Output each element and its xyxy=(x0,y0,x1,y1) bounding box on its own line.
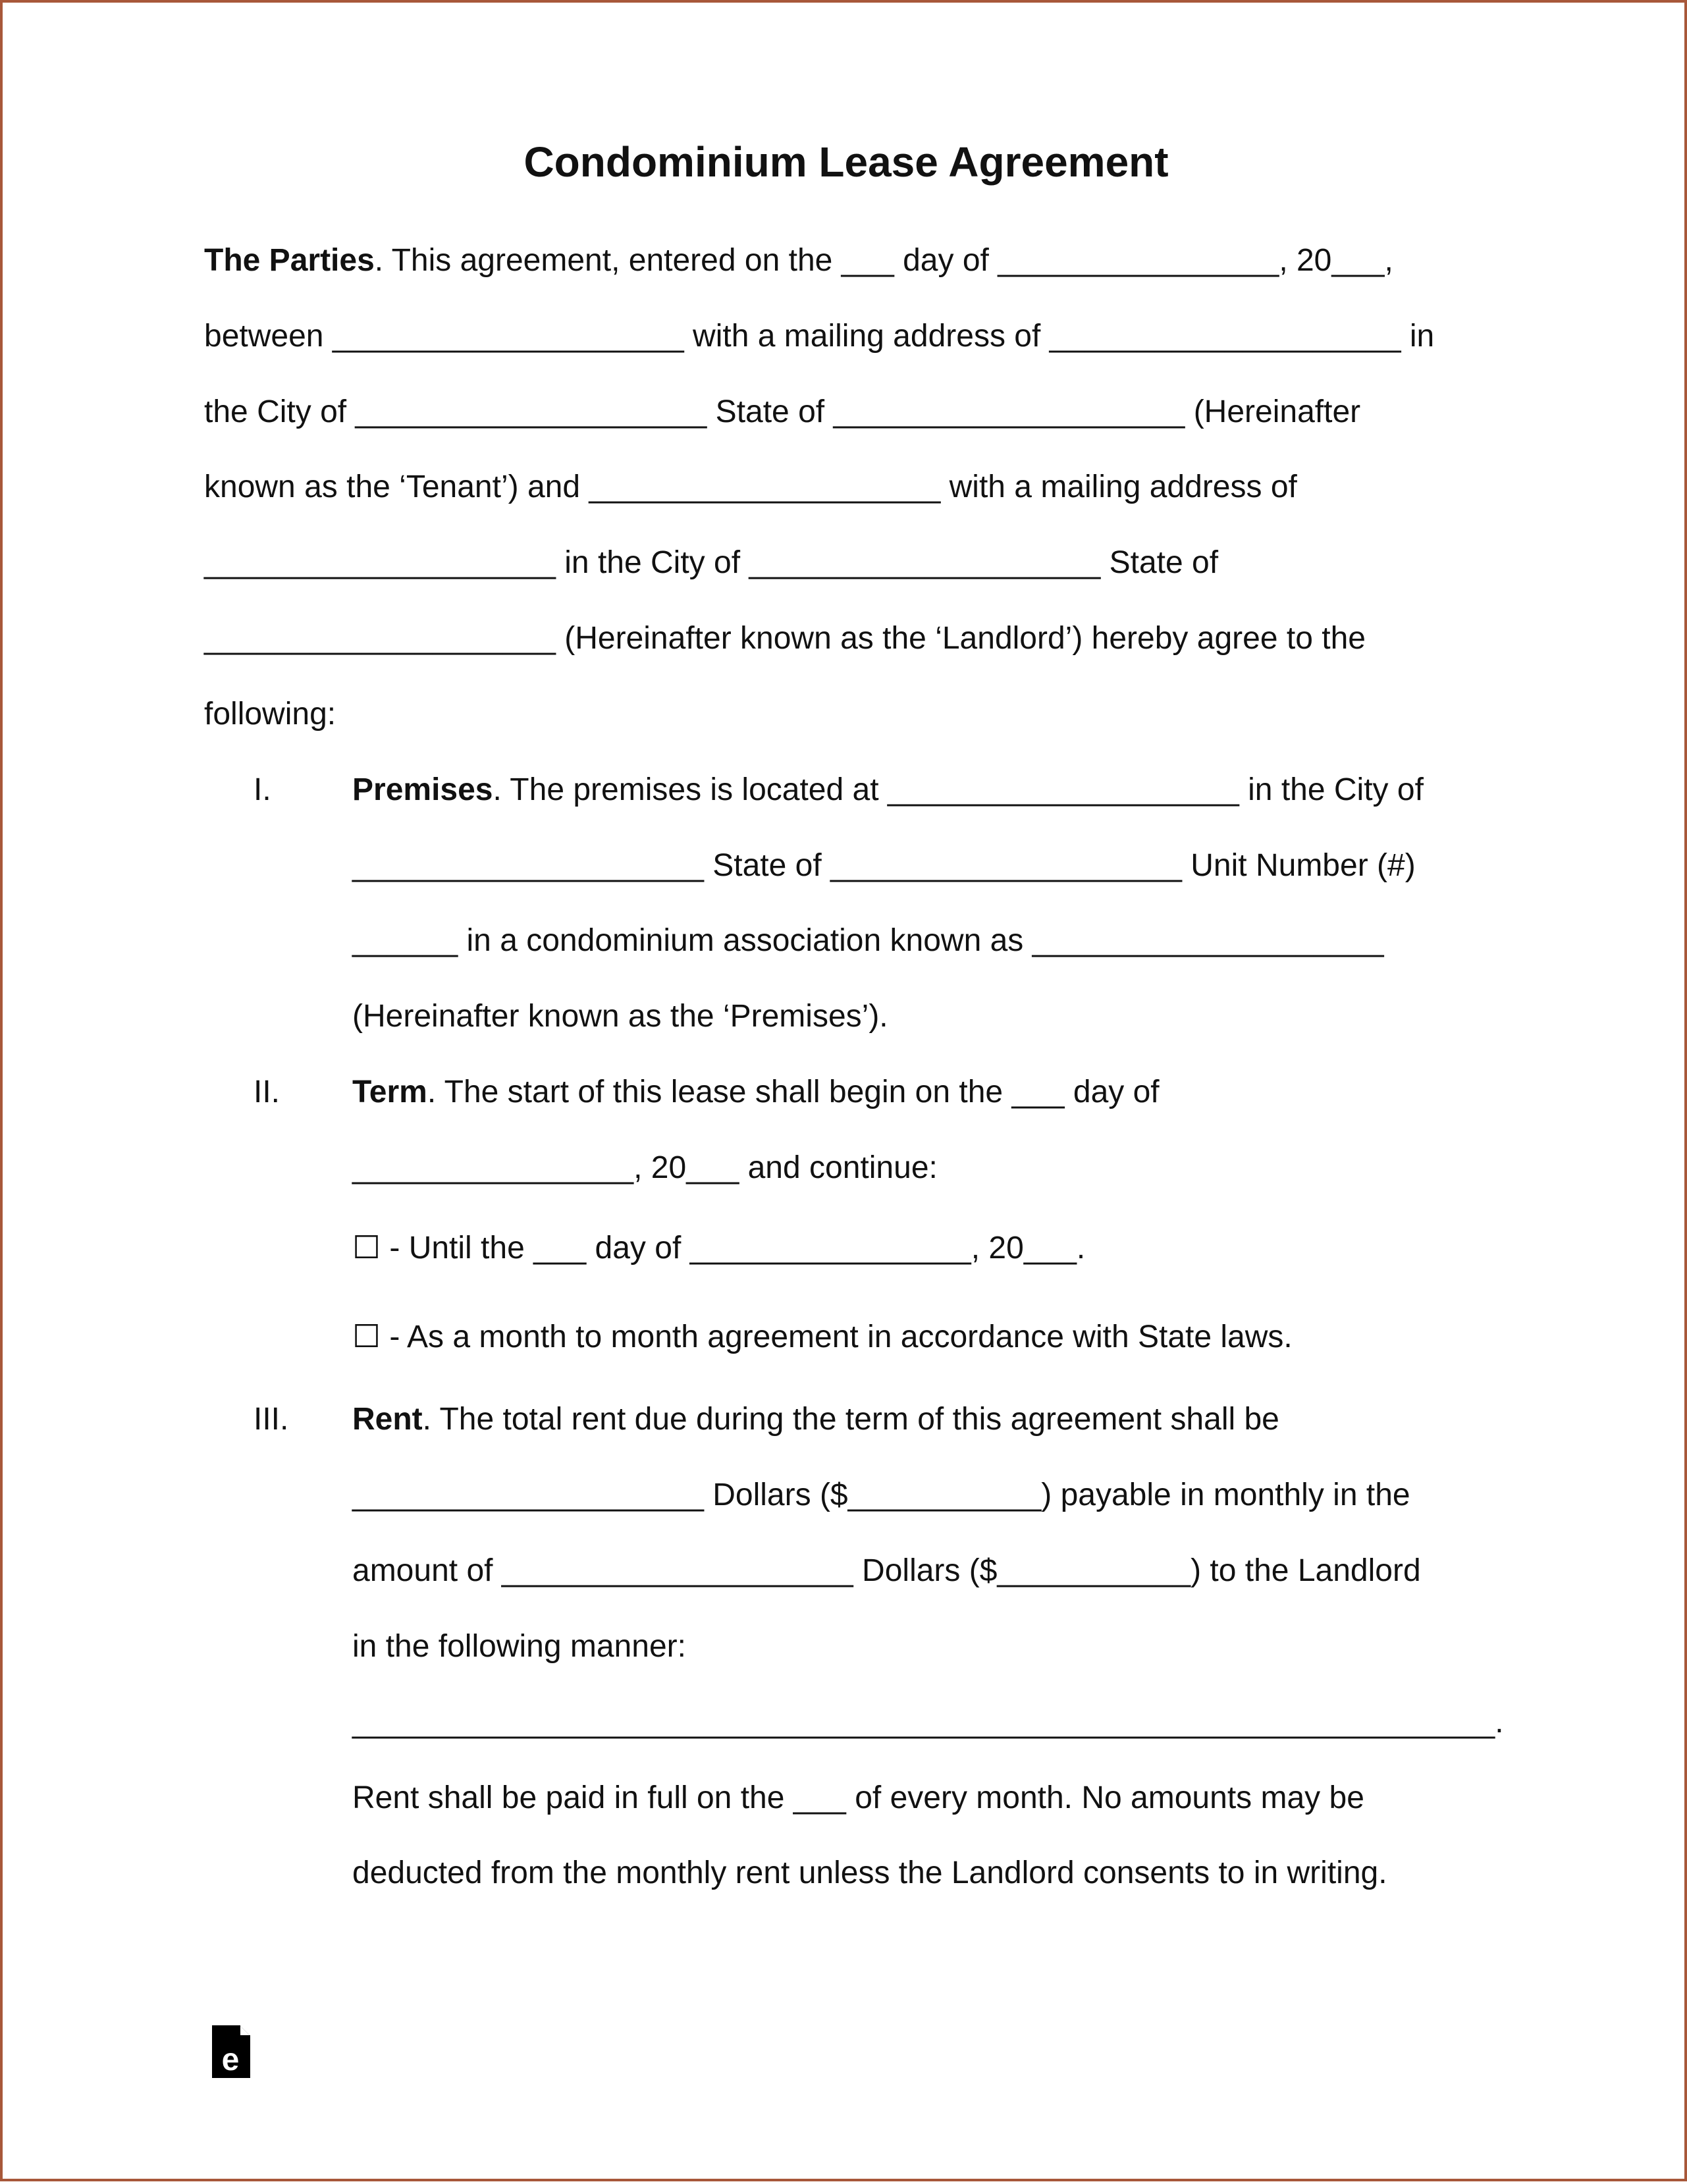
term-option-month-to-month[interactable]: ☐ - As a month to month agreement in accordance with State laws. xyxy=(352,1319,1293,1354)
section-number-rent: III. xyxy=(254,1402,289,1437)
parties-line-7: following: xyxy=(204,697,336,732)
parties-line-6: ____________________ (Hereinafter known as the ‘Landlord’) hereby agree to the xyxy=(204,621,1366,656)
rent-line-3: amount of ____________________ Dollars ($___________) to the Landlord xyxy=(352,1553,1421,1588)
term-option-fixed[interactable]: ☐ - Until the ___ day of ________________, 20___. xyxy=(352,1231,1086,1265)
document-title: Condominium Lease Agreement xyxy=(523,138,1169,186)
parties-line-2: between ____________________ with a mailing address of ____________________ in xyxy=(204,319,1435,354)
term-line-2: ________________, 20___ and continue: xyxy=(352,1150,938,1185)
parties-line-5: ____________________ in the City of ____________________ State of xyxy=(204,545,1219,580)
rent-line-5: _________________________________________________________________. xyxy=(352,1705,1504,1740)
lease-document xyxy=(3,3,1687,2184)
premises-line-4: (Hereinafter known as the ‘Premises’). xyxy=(352,999,888,1034)
rent-line-7: deducted from the monthly rent unless the Landlord consents to in writing. xyxy=(352,1855,1387,1890)
premises-heading: Premises xyxy=(352,772,493,807)
section-number-term: II. xyxy=(254,1075,281,1109)
premises-line-3: ______ in a condominium association known as ____________________ xyxy=(352,923,1384,958)
svg-text:e: e xyxy=(221,2042,240,2077)
premises-line-2: ____________________ State of ____________________ Unit Number (#) xyxy=(352,848,1416,883)
rent-heading: Rent xyxy=(352,1402,423,1437)
premises-line-1: Premises. The premises is located at ____________________ in the City of xyxy=(352,772,1424,807)
rent-line-1: Rent. The total rent due during the term of this agreement shall be xyxy=(352,1402,1279,1437)
term-heading: Term xyxy=(352,1075,427,1109)
parties-line-1: The Parties. This agreement, entered on the ___ day of ________________, 20___, xyxy=(204,243,1393,278)
parties-heading: The Parties xyxy=(204,243,375,278)
document-e-icon xyxy=(211,2024,252,2079)
parties-line-4: known as the ‘Tenant’) and ____________________ with a mailing address of xyxy=(204,469,1297,504)
term-line-1: Term. The start of this lease shall begin on the ___ day of xyxy=(352,1075,1160,1109)
section-number-premises: I. xyxy=(254,772,271,807)
rent-line-6: Rent shall be paid in full on the ___ of every month. No amounts may be xyxy=(352,1780,1364,1815)
parties-line-3: the City of ____________________ State of ____________________ (Hereinafter xyxy=(204,394,1361,429)
rent-line-4: in the following manner: xyxy=(352,1629,686,1664)
rent-line-2: ____________________ Dollars ($___________) payable in monthly in the xyxy=(352,1478,1410,1512)
